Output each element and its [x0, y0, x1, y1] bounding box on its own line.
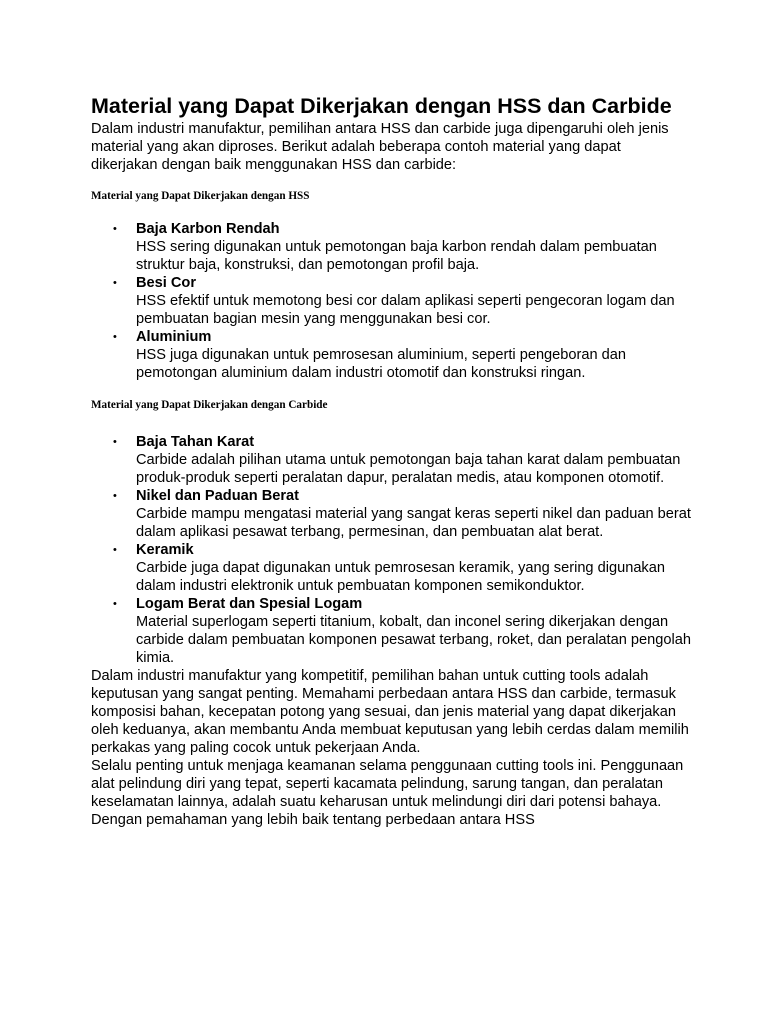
hss-material-list	[91, 220, 691, 382]
list-item-description: HSS efektif untuk memotong besi cor dalam aplikasi seperti pengecoran logam dan pembuatan bagian mesin yang menggunakan besi cor.	[136, 293, 675, 327]
list-item	[91, 433, 691, 487]
document-page	[91, 92, 691, 829]
bullet-icon: •	[113, 598, 117, 610]
list-item-description: HSS juga digunakan untuk pemrosesan aluminium, seperti pengeboran dan pemotongan aluminium dalam industri otomotif dan konstruksi ringan.	[136, 347, 627, 381]
list-item-title: Aluminium	[136, 329, 212, 345]
intro-paragraph: Dalam industri manufaktur, pemilihan antara HSS dan carbide juga dipengaruhi oleh jenis material yang akan diproses. Berikut adalah beberapa contoh material yang dapat dikerjakan dengan baik menggunakan HSS dan carbide:	[91, 121, 669, 173]
list-item-description: Material superlogam seperti titanium, kobalt, dan inconel sering dikerjakan dengan carbide dalam pembuatan komponen pesawat terbang, roket, dan peralatan pengolah kimia.	[136, 614, 691, 666]
list-item	[91, 274, 691, 328]
page-title: Material yang Dapat Dikerjakan dengan HSS dan Carbide	[91, 94, 672, 118]
bullet-icon: •	[113, 544, 117, 556]
list-item-description: Carbide mampu mengatasi material yang sangat keras seperti nikel dan paduan berat dalam aplikasi pesawat terbang, permesinan, dan pembuatan alat berat.	[136, 506, 691, 540]
list-item-title: Baja Tahan Karat	[136, 434, 255, 450]
list-item	[91, 487, 691, 541]
list-item-title: Nikel dan Paduan Berat	[136, 488, 300, 504]
bullet-icon: •	[113, 277, 117, 289]
list-item	[91, 220, 691, 274]
list-item-title: Keramik	[136, 542, 194, 558]
closing-paragraph: Dalam industri manufaktur yang kompetitif, pemilihan bahan untuk cutting tools adalah keputusan yang sangat penting. Memahami perbedaan antara HSS dan carbide, termasuk komposisi bahan, kecepatan potong yang sesuai, dan jenis material yang dapat dikerjakan oleh keduanya, akan membantu Anda membuat keputusan yang lebih cerdas dalam memilih perkakas yang paling cocok untuk pekerjaan Anda.	[91, 668, 689, 756]
carbide-material-list	[91, 433, 691, 667]
list-item-description: Carbide juga dapat digunakan untuk pemrosesan keramik, yang sering digunakan dalam industri elektronik untuk pembuatan komponen semikonduktor.	[136, 560, 665, 594]
bullet-icon: •	[113, 331, 117, 343]
list-item-title: Baja Karbon Rendah	[136, 221, 280, 237]
bullet-icon: •	[113, 436, 117, 448]
section-heading-hss: Material yang Dapat Dikerjakan dengan HSS	[91, 190, 310, 202]
bullet-icon: •	[113, 490, 117, 502]
list-item	[91, 541, 691, 595]
list-item-description: Carbide adalah pilihan utama untuk pemotongan baja tahan karat dalam pembuatan produk-produk seperti peralatan dapur, peralatan medis, atau komponen otomotif.	[136, 452, 681, 486]
list-item-title: Logam Berat dan Spesial Logam	[136, 596, 363, 612]
safety-paragraph: Selalu penting untuk menjaga keamanan selama penggunaan cutting tools ini. Penggunaan alat pelindung diri yang tepat, seperti kacamata pelindung, sarung tangan, dan peralatan keselamatan lainnya, adalah suatu keharusan untuk melindungi diri dari potensi bahaya. Dengan pemahaman yang lebih baik tentang perbedaan antara HSS	[91, 758, 684, 828]
section-heading-carbide: Material yang Dapat Dikerjakan dengan Carbide	[91, 399, 328, 411]
bullet-icon: •	[113, 223, 117, 235]
list-item	[91, 595, 691, 667]
list-item	[91, 328, 691, 382]
list-item-description: HSS sering digunakan untuk pemotongan baja karbon rendah dalam pembuatan struktur baja, konstruksi, dan pemotongan profil baja.	[136, 239, 657, 273]
list-item-title: Besi Cor	[136, 275, 197, 291]
